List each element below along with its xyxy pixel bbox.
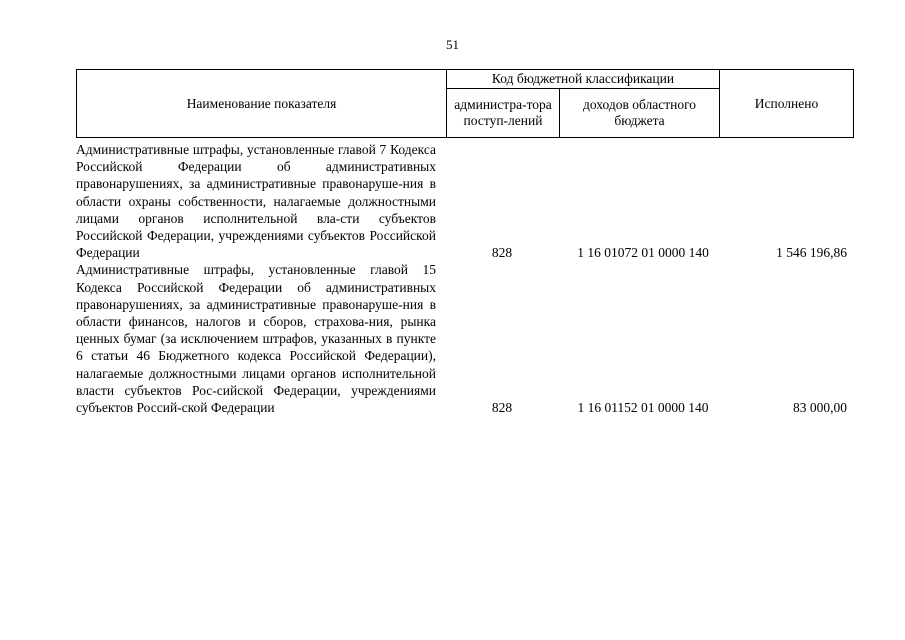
column-header-name: Наименование показателя [77,70,447,138]
row-amount: 1 546 196,86 [776,245,847,261]
row-name: Административные штрафы, установленные главой 7 Кодекса Российской Федерации об административных правонарушениях, за административные правонаруше-ния в области охраны собственности, налагаемые должностными лицами органов исполнительной вла-сти субъектов Российской Федерации, учреждениями субъектов Российской Федерации [76,142,436,261]
column-header-admin: администра-тора поступ-лений [447,89,560,138]
row-name: Административные штрафы, установленные главой 15 Кодекса Российской Федерации об административных правонарушениях, за административные правонаруше-ния в области финансов, налогов и сборов, страхова-ния, рынка ценных бумаг (за исключением штрафов, указанных в пункте 6 статьи 46 Бюджетного кодекса Российской Федерации), налагаемые должностными лицами органов исполнительной власти субъектов Рос-сийской Федерации, учреждениями субъектов Россий-ской Федерации [76,262,436,416]
row-amount: 83 000,00 [793,400,847,416]
row-admin-code: 828 [491,400,513,416]
row-income-code: 1 16 01072 01 0000 140 [577,245,709,261]
table-row [76,141,853,261]
table-row [76,261,853,416]
table-header [76,69,854,138]
table-body [76,141,853,416]
page-number: 51 [446,37,459,52]
row-admin-code: 828 [491,245,513,261]
column-header-income: доходов областного бюджета [560,89,720,138]
column-group-budget-code: Код бюджетной классификации [447,70,720,89]
column-header-executed: Исполнено [720,70,854,138]
row-income-code: 1 16 01152 01 0000 140 [577,400,709,416]
